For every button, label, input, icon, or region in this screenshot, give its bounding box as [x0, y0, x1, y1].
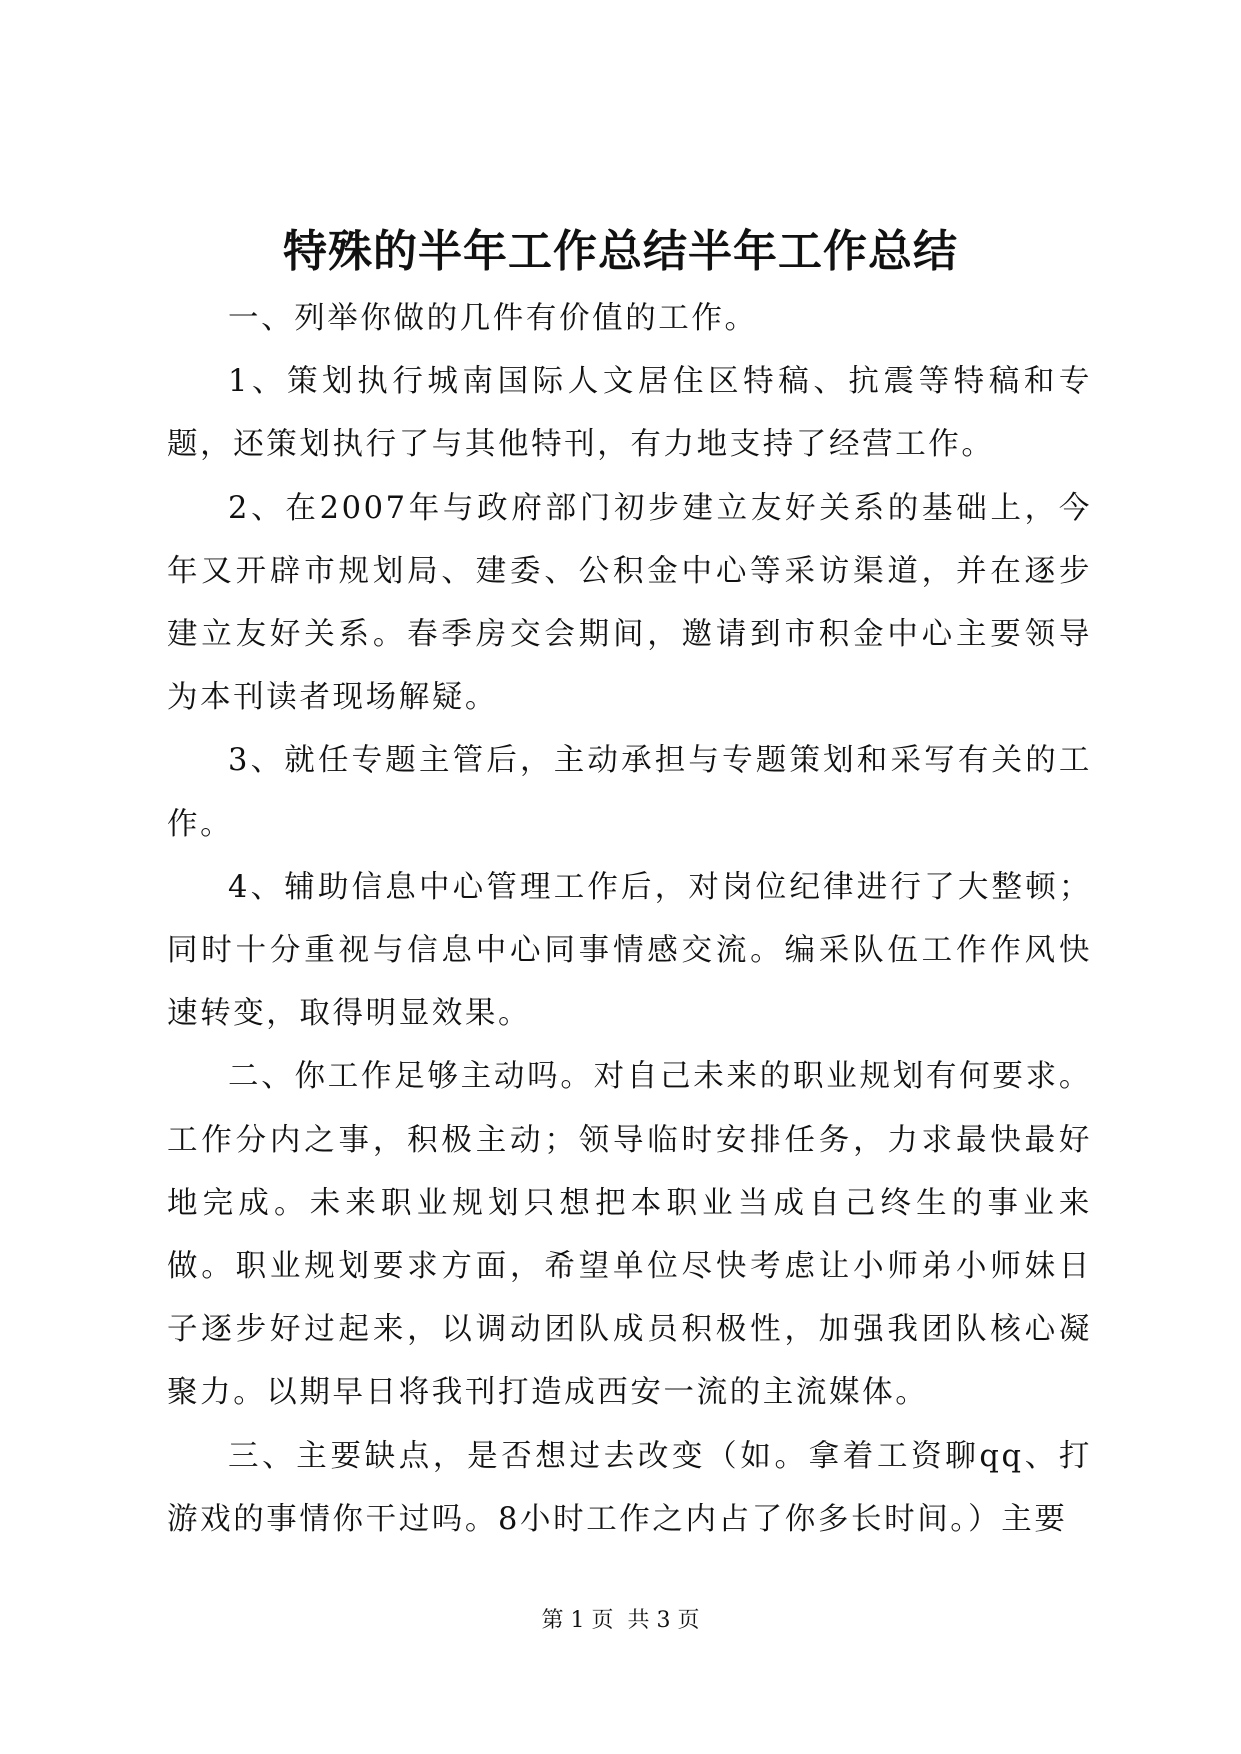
paragraph-item-4: 4、辅助信息中心管理工作后，对岗位纪律进行了大整顿；同时十分重视与信息中心同事情感交流。编采队伍工作作风快速转变，取得明显效果。: [167, 869, 1092, 1032]
document-body: [167, 287, 1092, 1551]
paragraph-section-2: 二、你工作足够主动吗。对自己未来的职业规划有何要求。工作分内之事，积极主动；领导临时安排任务，力求最快最好地完成。未来职业规划只想把本职业当成自己终生的事业来做。职业规划要求方面，希望单位尽快考虑让小师弟小师妹日子逐步好过起来，以调动团队成员积极性，加强我团队核心凝聚力。以期早日将我刊打造成西安一流的主流媒体。: [167, 1059, 1092, 1411]
paragraph-item-2: 2、在2007年与政府部门初步建立友好关系的基础上，今年又开辟市规划局、建委、公积金中心等采访渠道，并在逐步建立友好关系。春季房交会期间，邀请到市积金中心主要领导为本刊读者现场解疑。: [167, 490, 1092, 716]
page-number-label: 第 1 页 共 3 页: [541, 1608, 700, 1633]
paragraph-section-3: 三、主要缺点，是否想过去改变（如。拿着工资聊qq、打游戏的事情你干过吗。8小时工作之内占了你多长时间。）主要: [167, 1438, 1092, 1537]
page-footer: [0, 1606, 1241, 1636]
paragraph-item-1: 1、策划执行城南国际人文居住区特稿、抗震等特稿和专题，还策划执行了与其他特刊，有力地支持了经营工作。: [167, 364, 1092, 463]
paragraph-section-1-heading: 一、列举你做的几件有价值的工作。: [228, 301, 758, 336]
paragraph-item-3: 3、就任专题主管后，主动承担与专题策划和采写有关的工作。: [167, 743, 1092, 842]
document-title: 特殊的半年工作总结半年工作总结: [283, 226, 958, 277]
